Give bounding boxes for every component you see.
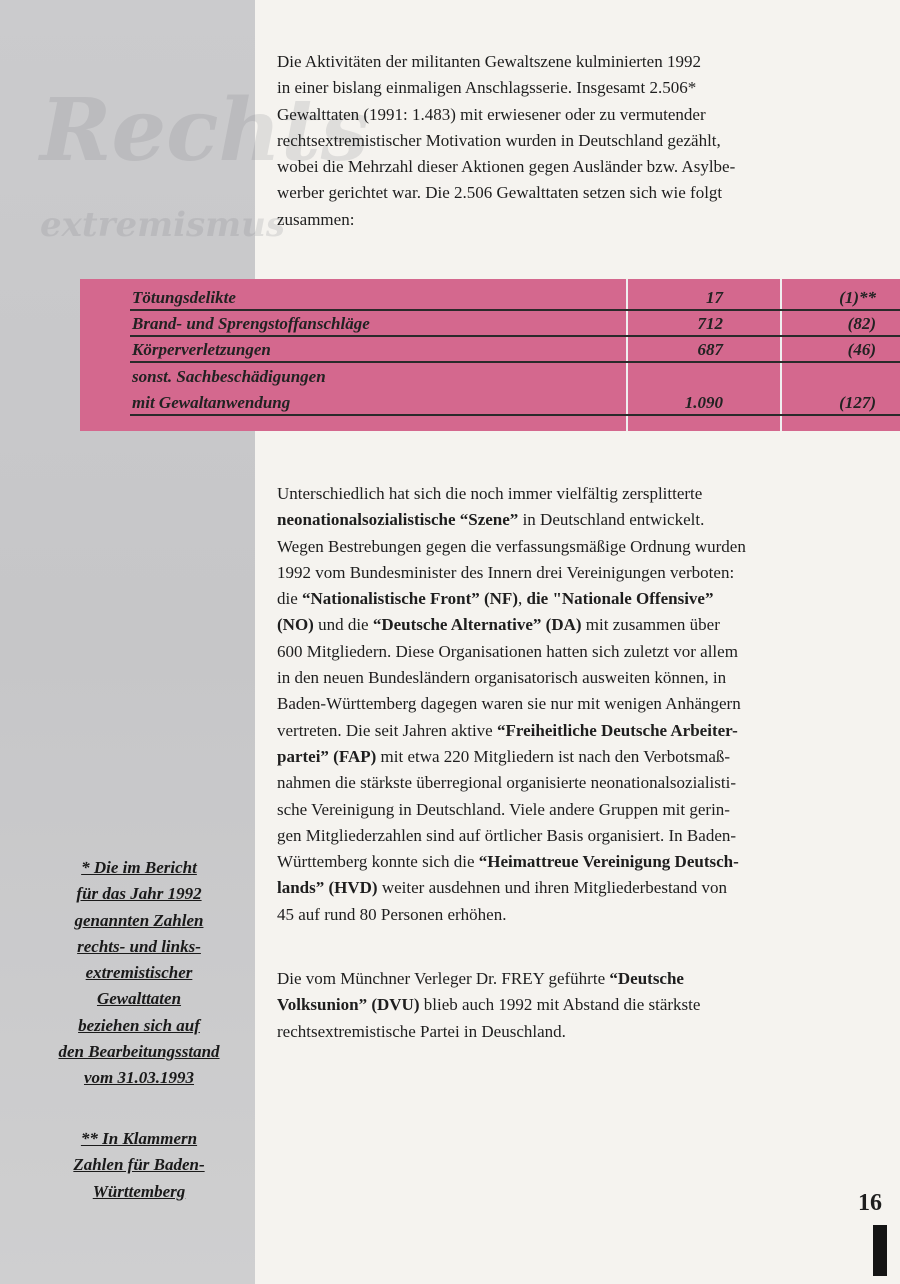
bold-term: “Nationalistische Front” (NF) <box>302 589 518 609</box>
intro-line: werber gerichtet war. Die 2.506 Gewalttaten setzen sich wie folgt <box>277 183 723 203</box>
organizations-paragraph <box>277 481 822 928</box>
footnote-line: * Die im Bericht <box>81 858 197 877</box>
text-line: und die <box>313 615 373 635</box>
text-line: Unterschiedlich hat sich die noch immer vielfältig zersplitterte <box>277 484 703 503</box>
text-line: 1992 vom Bundesminister des Innern drei Vereinigungen verboten: <box>277 562 735 582</box>
text-line: die <box>277 589 303 609</box>
intro-paragraph <box>277 49 822 233</box>
intro-line: Gewalttaten (1991: 1.483) mit erwiesener oder zu vermutender <box>277 104 706 124</box>
row-label: mit Gewaltanwendung <box>132 393 291 412</box>
bold-term: “Deutsche <box>609 969 684 988</box>
footnote-line: ** In Klammern <box>80 1129 198 1148</box>
text-line: weiter ausdehnen und ihren Mitgliederbestand von <box>377 878 727 898</box>
text-line: Baden-Württemberg dagegen waren sie nur mit wenigen Anhängern <box>277 694 741 714</box>
text-line: 45 auf rund 80 Personen erhöhen. <box>277 904 507 924</box>
intro-line: Die Aktivitäten der militanten Gewaltszene kulminierten 1992 <box>277 52 701 71</box>
text-line: , <box>517 589 527 609</box>
row-underline <box>130 335 900 337</box>
bold-term: “Deutsche Alternative” (DA) <box>372 615 582 635</box>
faded-subtitle-watermark: extremismus <box>40 205 286 245</box>
intro-line: wobei die Mehrzahl dieser Aktionen gegen Ausländer bzw. Asylbe- <box>277 157 736 177</box>
intro-line: in einer bislang einmaligen Anschlagsserie. Insgesamt 2.506* <box>277 78 697 98</box>
faded-title-watermark: Rechts <box>40 80 370 181</box>
row-label: Tötungsdelikte <box>132 288 236 307</box>
bold-term: Volksunion” (DVU) <box>277 995 420 1015</box>
column-divider <box>626 279 628 431</box>
column-divider <box>780 279 782 431</box>
text-line: mit etwa 220 Mitgliedern ist nach den Verbotsmaß- <box>376 746 731 766</box>
row-underline <box>130 414 900 416</box>
text-line: gen Mitgliederzahlen sind auf örtlicher Basis organisiert. In Baden- <box>277 825 737 845</box>
row-count: 17 <box>706 288 723 307</box>
text-line: mit zusammen über <box>581 615 720 635</box>
footnote-line: Zahlen für Baden- <box>73 1155 205 1175</box>
text-line: in den neuen Bundesländern organisatorisch ausweiten können, in <box>277 668 727 688</box>
row-label: sonst. Sachbeschädigungen <box>132 367 326 386</box>
text-line: Wegen Bestrebungen gegen die verfassungsmäßige Ordnung wurden <box>277 536 746 556</box>
page-tab-marker <box>873 1225 887 1276</box>
text-line: rechtsextremistische Partei in Deuschland. <box>277 1021 566 1041</box>
footnote-line: vom 31.03.1993 <box>83 1068 195 1088</box>
text-line: vertreten. Die seit Jahren aktive <box>277 720 497 740</box>
text-line: Die vom Münchner Verleger Dr. FREY geführte <box>277 969 610 988</box>
footnote-line: für das Jahr 1992 <box>76 884 202 904</box>
row-bw-count: (82) <box>847 314 876 333</box>
row-count: 687 <box>697 340 723 359</box>
footnote-line: beziehen sich auf <box>78 1015 200 1035</box>
bold-term: “Freiheitliche Deutsche Arbeiter- <box>496 720 738 740</box>
bold-term: (NO) <box>277 615 314 635</box>
footnote-reporting-date <box>30 855 248 1092</box>
intro-line: zusammen: <box>277 209 355 229</box>
bold-term: neonationalsozialistische “Szene” <box>277 510 519 530</box>
text-line: sche Vereinigung in Deutschland. Viele andere Gruppen mit gerin- <box>277 799 730 819</box>
page-number: 16 <box>858 1190 882 1216</box>
text-line: Württemberg konnte sich die <box>277 852 479 872</box>
row-underline <box>130 361 900 363</box>
row-label: Körperverletzungen <box>132 340 271 359</box>
row-count: 712 <box>697 314 723 333</box>
row-bw-count: (46) <box>847 340 876 359</box>
bold-term: lands” (HVD) <box>277 878 378 898</box>
bold-term: partei” (FAP) <box>277 746 377 766</box>
row-count: 1.090 <box>684 393 723 412</box>
footnote-line: Württemberg <box>92 1181 186 1201</box>
row-bw-count: (1)** <box>839 288 876 307</box>
footnote-line: Gewalttaten <box>96 989 182 1009</box>
text-line: 600 Mitgliedern. Diese Organisationen hatten sich zuletzt vor allem <box>277 641 738 661</box>
bold-term: “Heimattreue Vereinigung Deutsch- <box>478 852 739 872</box>
intro-line: rechtsextremistischer Motivation wurden in Deutschland gezählt, <box>277 130 721 150</box>
row-label: Brand- und Sprengstoffanschläge <box>132 314 370 333</box>
bold-term: die "Nationale Offensive” <box>526 589 714 609</box>
dvu-paragraph <box>277 966 822 1045</box>
row-underline <box>130 309 900 311</box>
violence-statistics-table <box>80 279 900 431</box>
text-line: in Deutschland entwickelt. <box>518 510 705 530</box>
row-bw-count: (127) <box>839 393 876 412</box>
footnote-brackets <box>30 1126 248 1205</box>
footnote-line: genannten Zahlen <box>74 910 204 930</box>
footnote-line: rechts- und links- <box>77 936 201 956</box>
text-line: nahmen die stärkste überregional organisierte neonationalsozialisti- <box>277 773 737 793</box>
text-line: blieb auch 1992 mit Abstand die stärkste <box>419 995 701 1015</box>
footnote-line: extremistischer <box>85 963 193 983</box>
footnote-line: den Bearbeitungsstand <box>58 1042 220 1062</box>
